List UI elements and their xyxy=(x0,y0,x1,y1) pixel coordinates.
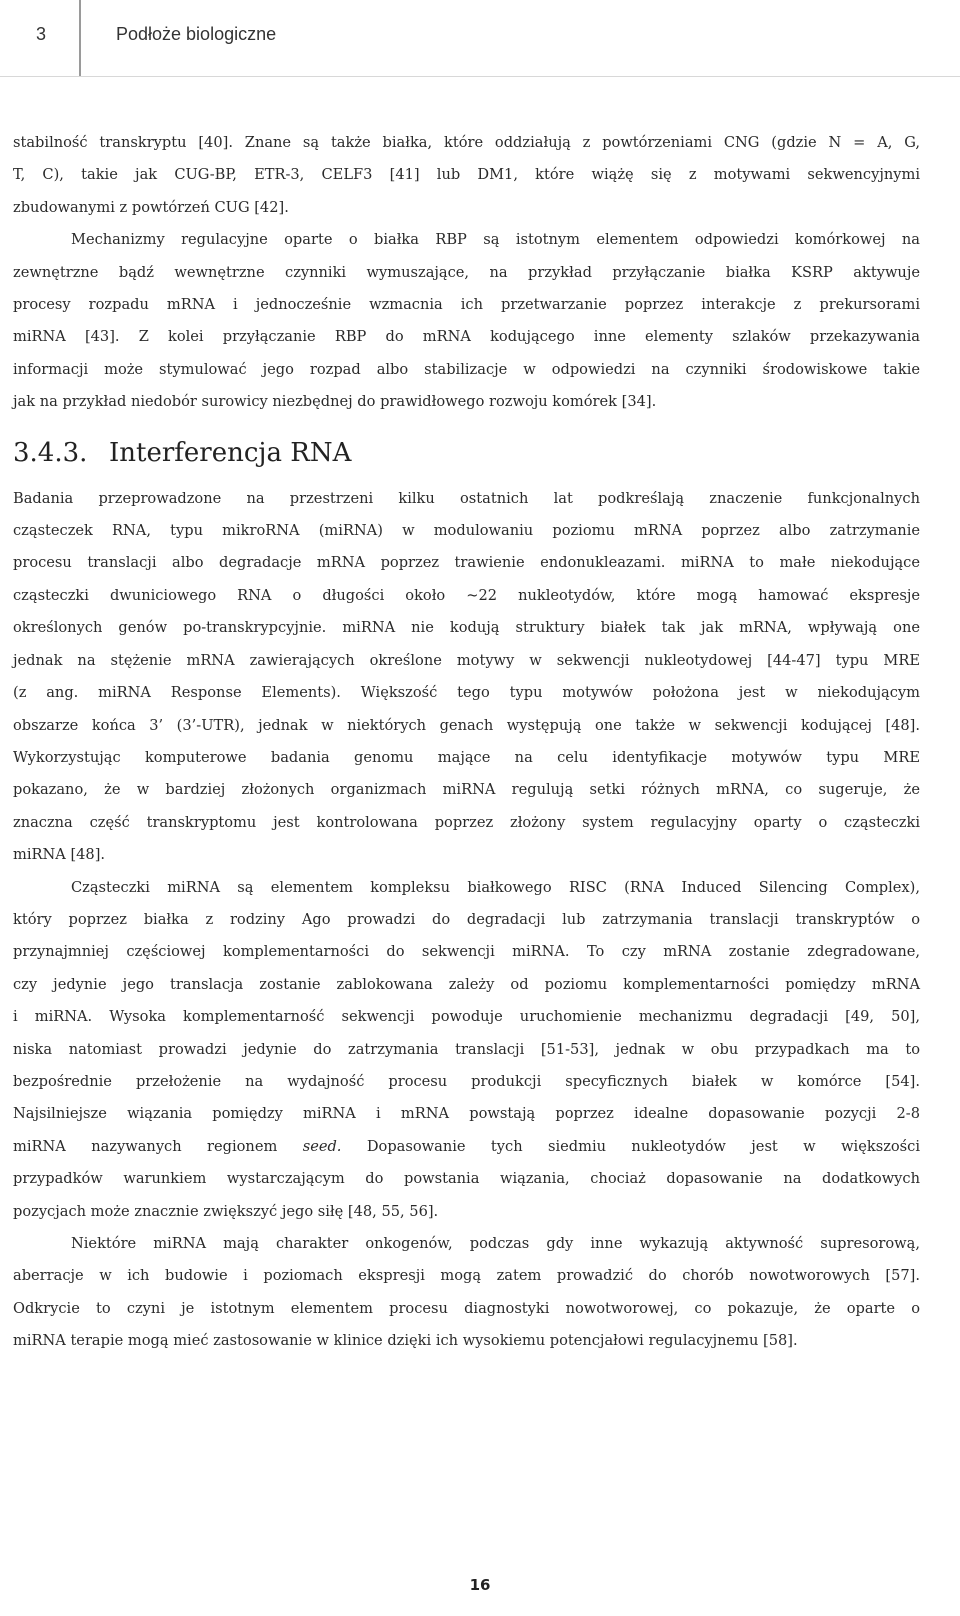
document-body xyxy=(13,127,920,1358)
text-line: Mechanizmy regulacyjne oparte o białka RBP są istotnym elementem odpowiedzi komórkowej na xyxy=(71,231,920,249)
text-line: cząsteczek RNA, typu mikroRNA (miRNA) w modulowaniu poziomu mRNA poprzez albo zatrzymanie xyxy=(13,522,920,540)
text-line: znaczna część transkryptomu jest kontrolowana poprzez złożony system regulacyjny oparty o cząsteczki xyxy=(13,813,920,831)
text-line: procesu translacji albo degradacje mRNA poprzez trawienie endonukleazami. miRNA to małe niekodujące xyxy=(13,554,920,572)
text-line: miRNA [43]. Z kolei przyłączanie RBP do mRNA kodującego inne elementy szlaków przekazywania xyxy=(13,328,920,346)
text-line: procesy rozpadu mRNA i jednocześnie wzmacnia ich przetwarzanie poprzez interakcje z prekursorami xyxy=(13,296,920,314)
section-number: 3.4.3. xyxy=(13,437,88,468)
text-line: Cząsteczki miRNA są elementem kompleksu białkowego RISC (RNA Induced Silencing Complex), xyxy=(71,878,920,896)
text-line: Odkrycie to czyni je istotnym elementem procesu diagnostyki nowotworowej, co pokazuje, że oparte o xyxy=(13,1299,920,1317)
paragraph-2 xyxy=(13,224,920,418)
text-line: niska natomiast prowadzi jedynie do zatrzymania translacji [51-53], jednak w obu przypadkach ma to xyxy=(13,1040,920,1058)
text-line: jednak na stężenie mRNA zawierających określone motywy w sekwencji nukleotydowej [44-47] typu MRE xyxy=(13,651,920,669)
paragraph-5 xyxy=(13,1228,920,1358)
text-line: obszarze końca 3’ (3’-UTR), jednak w niektórych genach występują one także w sekwencji kodującej [48]. xyxy=(13,716,920,734)
text-line: który poprzez białka z rodziny Ago prowadzi do degradacji lub zatrzymania translacji transkryptów o xyxy=(13,910,920,928)
page-number: 16 xyxy=(469,1576,491,1594)
text-line: pokazano, że w bardziej złożonych organizmach miRNA regulują setki różnych mRNA, co sugeruje, że xyxy=(13,781,920,799)
text-segment: miRNA nazywanych regionem xyxy=(13,1137,278,1155)
text-line: Niektóre miRNA mają charakter onkogenów, podczas gdy inne wykazują aktywność supresorową, xyxy=(71,1235,920,1252)
paragraph-4 xyxy=(13,872,920,1228)
header-rule xyxy=(0,76,960,77)
text-line-mixed xyxy=(13,1131,920,1163)
chapter-title: Podłoże biologiczne xyxy=(116,24,277,44)
text-line: informacji może stymulować jego rozpad albo stabilizacje w odpowiedzi na czynniki środowiskowe takie xyxy=(13,360,920,378)
chapter-number: 3 xyxy=(36,24,47,44)
text-line: zewnętrzne bądź wewnętrzne czynniki wymuszające, na przykład przyłączanie białka KSRP aktywuje xyxy=(13,263,920,281)
section-title: Interferencja RNA xyxy=(109,437,352,468)
text-line: Najsilniejsze wiązania pomiędzy miRNA i mRNA powstają poprzez idealne dopasowanie pozycji 2-8 xyxy=(13,1105,920,1123)
text-line: przypadków warunkiem wystarczającym do powstania wiązania, chociaż dopasowanie na dodatkowych xyxy=(13,1170,920,1188)
text-line: T, C), takie jak CUG-BP, ETR-3, CELF3 [41] lub DM1, które wiążę się z motywami sekwencyjnymi xyxy=(13,166,920,184)
text-line: czy jedynie jego translacja zostanie zablokowana zależy od poziomu komplementarności pomiędzy mRNA xyxy=(13,975,920,993)
text-line: przynajmniej częściowej komplementarności do sekwencji miRNA. To czy mRNA zostanie zdegradowane, xyxy=(13,943,920,961)
text-line: pozycjach może znacznie zwiększyć jego siłę [48, 55, 56]. xyxy=(13,1202,439,1220)
text-segment: Dopasowanie tych siedmiu nukleotydów jest w większości xyxy=(341,1137,920,1155)
text-line: zbudowanymi z powtórzeń CUG [42]. xyxy=(13,198,289,216)
text-line: stabilność transkryptu [40]. Znane są także białka, które oddziałują z powtórzeniami CNG (gdzie N = A, G, xyxy=(13,134,920,151)
text-line: Wykorzystując komputerowe badania genomu mające na celu identyfikacje motywów typu MRE xyxy=(13,748,920,766)
text-line: miRNA [48]. xyxy=(13,846,106,864)
paragraph-3 xyxy=(13,483,920,872)
italic-term: seed. xyxy=(302,1137,342,1155)
text-line: aberracje w ich budowie i poziomach ekspresji mogą zatem prowadzić do chorób nowotworowych [57]. xyxy=(13,1267,920,1285)
text-line: Badania przeprowadzone na przestrzeni kilku ostatnich lat podkreślają znaczenie funkcjonalnych xyxy=(13,489,920,507)
page-header xyxy=(0,0,960,76)
text-line: cząsteczki dwuniciowego RNA o długości około ~22 nukleotydów, które mogą hamować ekspresje xyxy=(13,586,920,604)
paragraph-1 xyxy=(13,127,920,224)
text-line: określonych genów po-transkrypcyjnie. miRNA nie kodują struktury białek tak jak mRNA, wpływają one xyxy=(13,619,920,637)
header-divider xyxy=(79,0,81,76)
text-line: (z ang. miRNA Response Elements). Większość tego typu motywów położona jest w niekodującym xyxy=(13,684,920,702)
text-line: bezpośrednie przełożenie na wydajność procesu produkcji specyficznych białek w komórce [54]. xyxy=(13,1072,920,1090)
section-heading xyxy=(13,429,920,477)
text-line: jak na przykład niedobór surowicy niezbędnej do prawidłowego rozwoju komórek [34]. xyxy=(13,393,657,411)
text-line: i miRNA. Wysoka komplementarność sekwencji powoduje uruchomienie mechanizmu degradacji [49, 50], xyxy=(13,1008,920,1026)
text-line: miRNA terapie mogą mieć zastosowanie w klinice dzięki ich wysokiemu potencjałowi regulacyjnemu [58]. xyxy=(13,1332,798,1350)
